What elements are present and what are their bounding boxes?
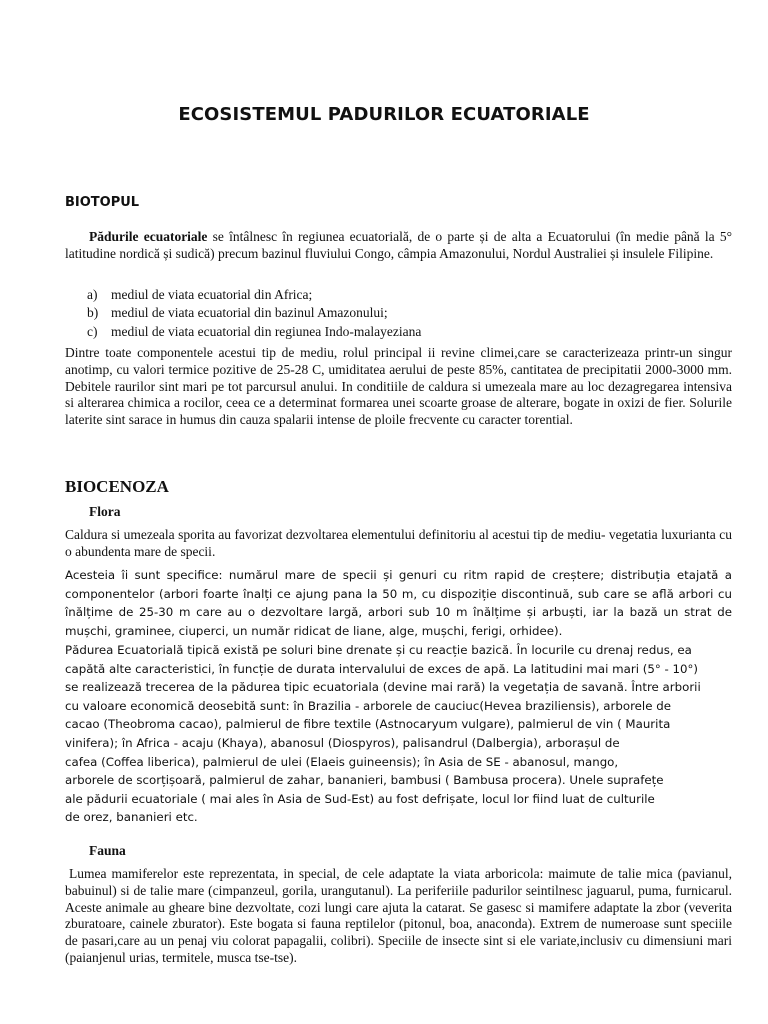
flora-paragraph-2: Acesteia îi sunt specifice: numărul mare de specii și genuri cu ritm rapid de creștere; distribuția etajată a componentelor (arbori foarte înalți ce ajung pana la 50 m, cu dispoziție discontinuă, sub care se află arbori cu înălțime de 25-30 m care au o dezvoltare largă, arbori sub 10 m înălțime și arbuști, iar la bază un strat de mușchi, graminee, ciuperci, un număr ridicat de liane, alge, mușchi, ferigi, orhidee). (65, 568, 732, 638)
biotop-intro-text: se întâlnesc în regiunea ecuatorială, de o parte și de alta a Ecuatorului (în medie până la 5° latitudine nordică și sudică) precum bazinul fluviului Congo, câmpia Amazonului, Nordul Australiei și insulele Filipine. (65, 229, 732, 261)
biotop-intro-paragraph (65, 229, 732, 263)
biocenoza-heading: BIOCENOZA (65, 477, 169, 496)
fauna-heading: Fauna (89, 843, 126, 858)
text-line: cacao (Theobroma cacao), palmierul de fibre textile (Astnocaryum vulgare), palmierul de vin ( Maurita (65, 717, 671, 732)
fauna-paragraph: Lumea mamiferelor este reprezentata, in special, de cele adaptate la viata arboricola: maimute de talie mica (pavianul, babuinul) si de talie mare (cimpanzeul, gorila, urangutanul). La periferiile padurilor seintilnesc jaguarul, puma, furnicarul. Aceste animale au gheare bine dezvoltate, cozi lungi care ajuta la catarat. Se gasesc si mamifere adaptate la zbor (veverita zburatoare, cainele zburator). Este bogata si fauna reptilelor (pitonul, boa, anaconda). Extrem de numeroase sunt speciile de pasari,care au un penaj viu colorat papagalii, colibri). Speciile de insecte sint si ele variate,inclusiv cu dimensiuni mari (paianjenul urias, termitele, musca tse-tse). (65, 866, 732, 965)
flora-heading: Flora (89, 504, 121, 519)
text-line: ale pădurii ecuatoriale ( mai ales în Asia de Sud-Est) au fost defrișate, locul lor fiind luat de culturile (65, 791, 655, 806)
text-line: capătă alte caracteristici, în funcție de durata intervalului de exces de apă. La latitudini mai mari (5° - 10°) (65, 661, 699, 676)
list-item: c) mediul de viata ecuatorial din regiunea Indo-malayeziana (87, 323, 422, 339)
text-line: vinifera); în Africa - acaju (Khaya), abanosul (Diospyros), palisandrul (Dalbergia), arborașul de (65, 735, 620, 750)
flora-paragraph-3 (65, 641, 732, 827)
list-item: b) mediul de viata ecuatorial din bazinul Amazonului; (87, 305, 388, 321)
environment-list (65, 286, 732, 341)
flora-paragraph-1: Caldura si umezeala sporita au favorizat dezvoltarea elementului definitoriu al acestui tip de mediu- vegetatia luxurianta cu o abundenta mare de specii. (65, 527, 732, 559)
document-title: ECOSISTEMUL PADURILOR ECUATORIALE (178, 104, 590, 125)
text-line: cu valoare economică deosebită sunt: în Brazilia - arborele de cauciuc(Hevea braziliensis), arborele de (65, 698, 671, 713)
text-line: Pădurea Ecuatorială tipică există pe soluri bine drenate și cu reacție bazică. În locurile cu drenaj redus, ea (65, 643, 692, 657)
biotop-heading: BIOTOPUL (65, 195, 140, 210)
text-line: arborele de scorțișoară, palmierul de zahar, bananieri, bambusi ( Bambusa procera). Unele suprafețe (65, 773, 664, 788)
text-line: de orez, bananieri etc. (65, 810, 198, 825)
text-line: se realizează trecerea de la pădurea tipic ecuatoriala (devine mai rară) la vegetația de savană. Între arborii (65, 680, 701, 695)
list-item: a) mediul de viata ecuatorial din Africa; (87, 287, 313, 302)
climate-paragraph: Dintre toate componentele acestui tip de mediu, rolul principal ii revine climei,care se caracterizeaza printr-un singur anotimp, cu valori termice pozitive de 25-28 C, umiditatea aerului de peste 85%, cantitatea de precipitatii 2000-3000 mm. Debitele raurilor sint mari pe tot parcursul anului. In conditiile de caldura si umezeala mare au loc dezagregarea intensiva si alterarea chimica a rocilor, ceea ce a determinat formarea unei scoarte groase de alterare, bogate in oxizi de fier. Solurile laterite sint sarace in humus din cauza spalarii intense de ploile frecvente cu caracter torential. (65, 345, 732, 428)
text-line: cafea (Coffea liberica), palmierul de ulei (Elaeis guineensis); în Asia de SE - abanosul, mango, (65, 754, 619, 769)
biotop-intro-bold: Pădurile ecuatoriale (89, 229, 208, 244)
